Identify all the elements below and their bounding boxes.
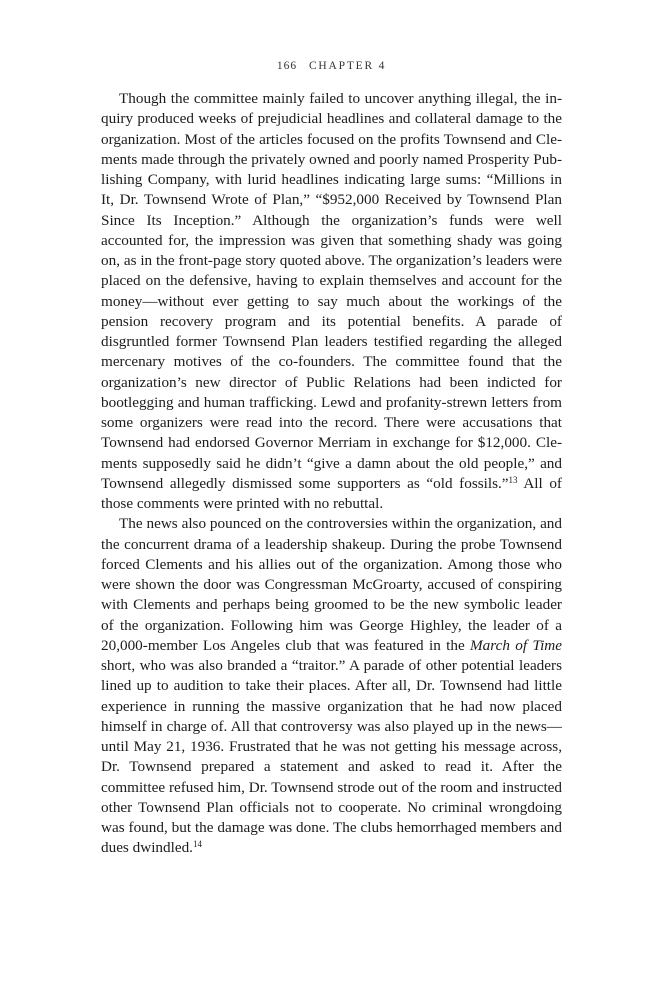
running-head bbox=[101, 60, 562, 72]
paragraph-1 bbox=[101, 89, 562, 514]
paragraph-1-text: Though the committee mainly failed to uncover anything illegal, the inquiry produced weeks of prejudicial headlines and collateral damage to the organization. Most of the articles focused on the profits Townsend and Clements made through the privately owned and poorly named Prosperity Publishing Company, with lurid headlines indicating large sums: “Millions in It, Dr. Townsend Wrote of Plan,” “$952,000 Received by Townsend Plan Since Its Inception.” Although the organization’s funds were well accounted for, the impression was given that something shady was going on, as in the front-page story quoted above. The organization’s leaders were placed on the defensive, having to explain themselves and account for the money—without ever getting to say much about the workings of the pension recovery program and its potential benefits. A parade of disgruntled former Townsend Plan leaders testified regarding the alleged mercenary motives of the co-founders. The committee found that the organization’s new director of Public Relations had been indicted for bootlegging and human trafficking. Lewd and profanity-strewn letters from some organizers were read into the record. There were accusations that Townsend had endorsed Governor Merriam in exchange for $12,000. Clements supposedly said he didn’t “give a damn about the old people,” and Townsend allegedly dismissed some supporters as “old fossils.” bbox=[101, 90, 562, 492]
page-number: 166 bbox=[276, 60, 298, 72]
chapter-label: CHAPTER 4 bbox=[308, 60, 387, 72]
footnote-ref-13: 13 bbox=[508, 474, 518, 485]
body-text bbox=[101, 89, 562, 859]
paragraph-2 bbox=[101, 514, 562, 858]
footnote-ref-14: 14 bbox=[192, 839, 202, 850]
paragraph-1-text-after: All of those comments were printed with no rebuttal. bbox=[101, 474, 562, 512]
film-title: March of Time bbox=[470, 636, 562, 654]
paragraph-2-text: short, who was also branded a “traitor.” A parade of other potential leaders lined up to audition to take their places. After all, Dr. Townsend had little experience in running the massive organization that he had now placed himself in charge of. All that controversy was also played up in the news—until May 21, 1936. Frustrated that he was not getting his message across, Dr. Townsend prepared a statement and asked to read it. After the committee refused him, Dr. Townsend strode out of the room and instructed other Townsend Plan officials not to cooperate. No criminal wrongdoing was found, but the damage was done. The clubs hemorrhaged members and dues dwindled. bbox=[101, 657, 562, 857]
paragraph-2-text-before: The news also pounced on the controversies within the organization, and the concurrent drama of a leadership shakeup. During the probe Townsend forced Clements and his allies out of the organization. Among those who were shown the door was Congressman McGroarty, accused of conspiring with Clements and perhaps being groomed to be the new symbolic leader of the organization. Following him was George Highley, the leader of a 20,000-member Los Angeles club that was featured in the bbox=[101, 515, 562, 654]
